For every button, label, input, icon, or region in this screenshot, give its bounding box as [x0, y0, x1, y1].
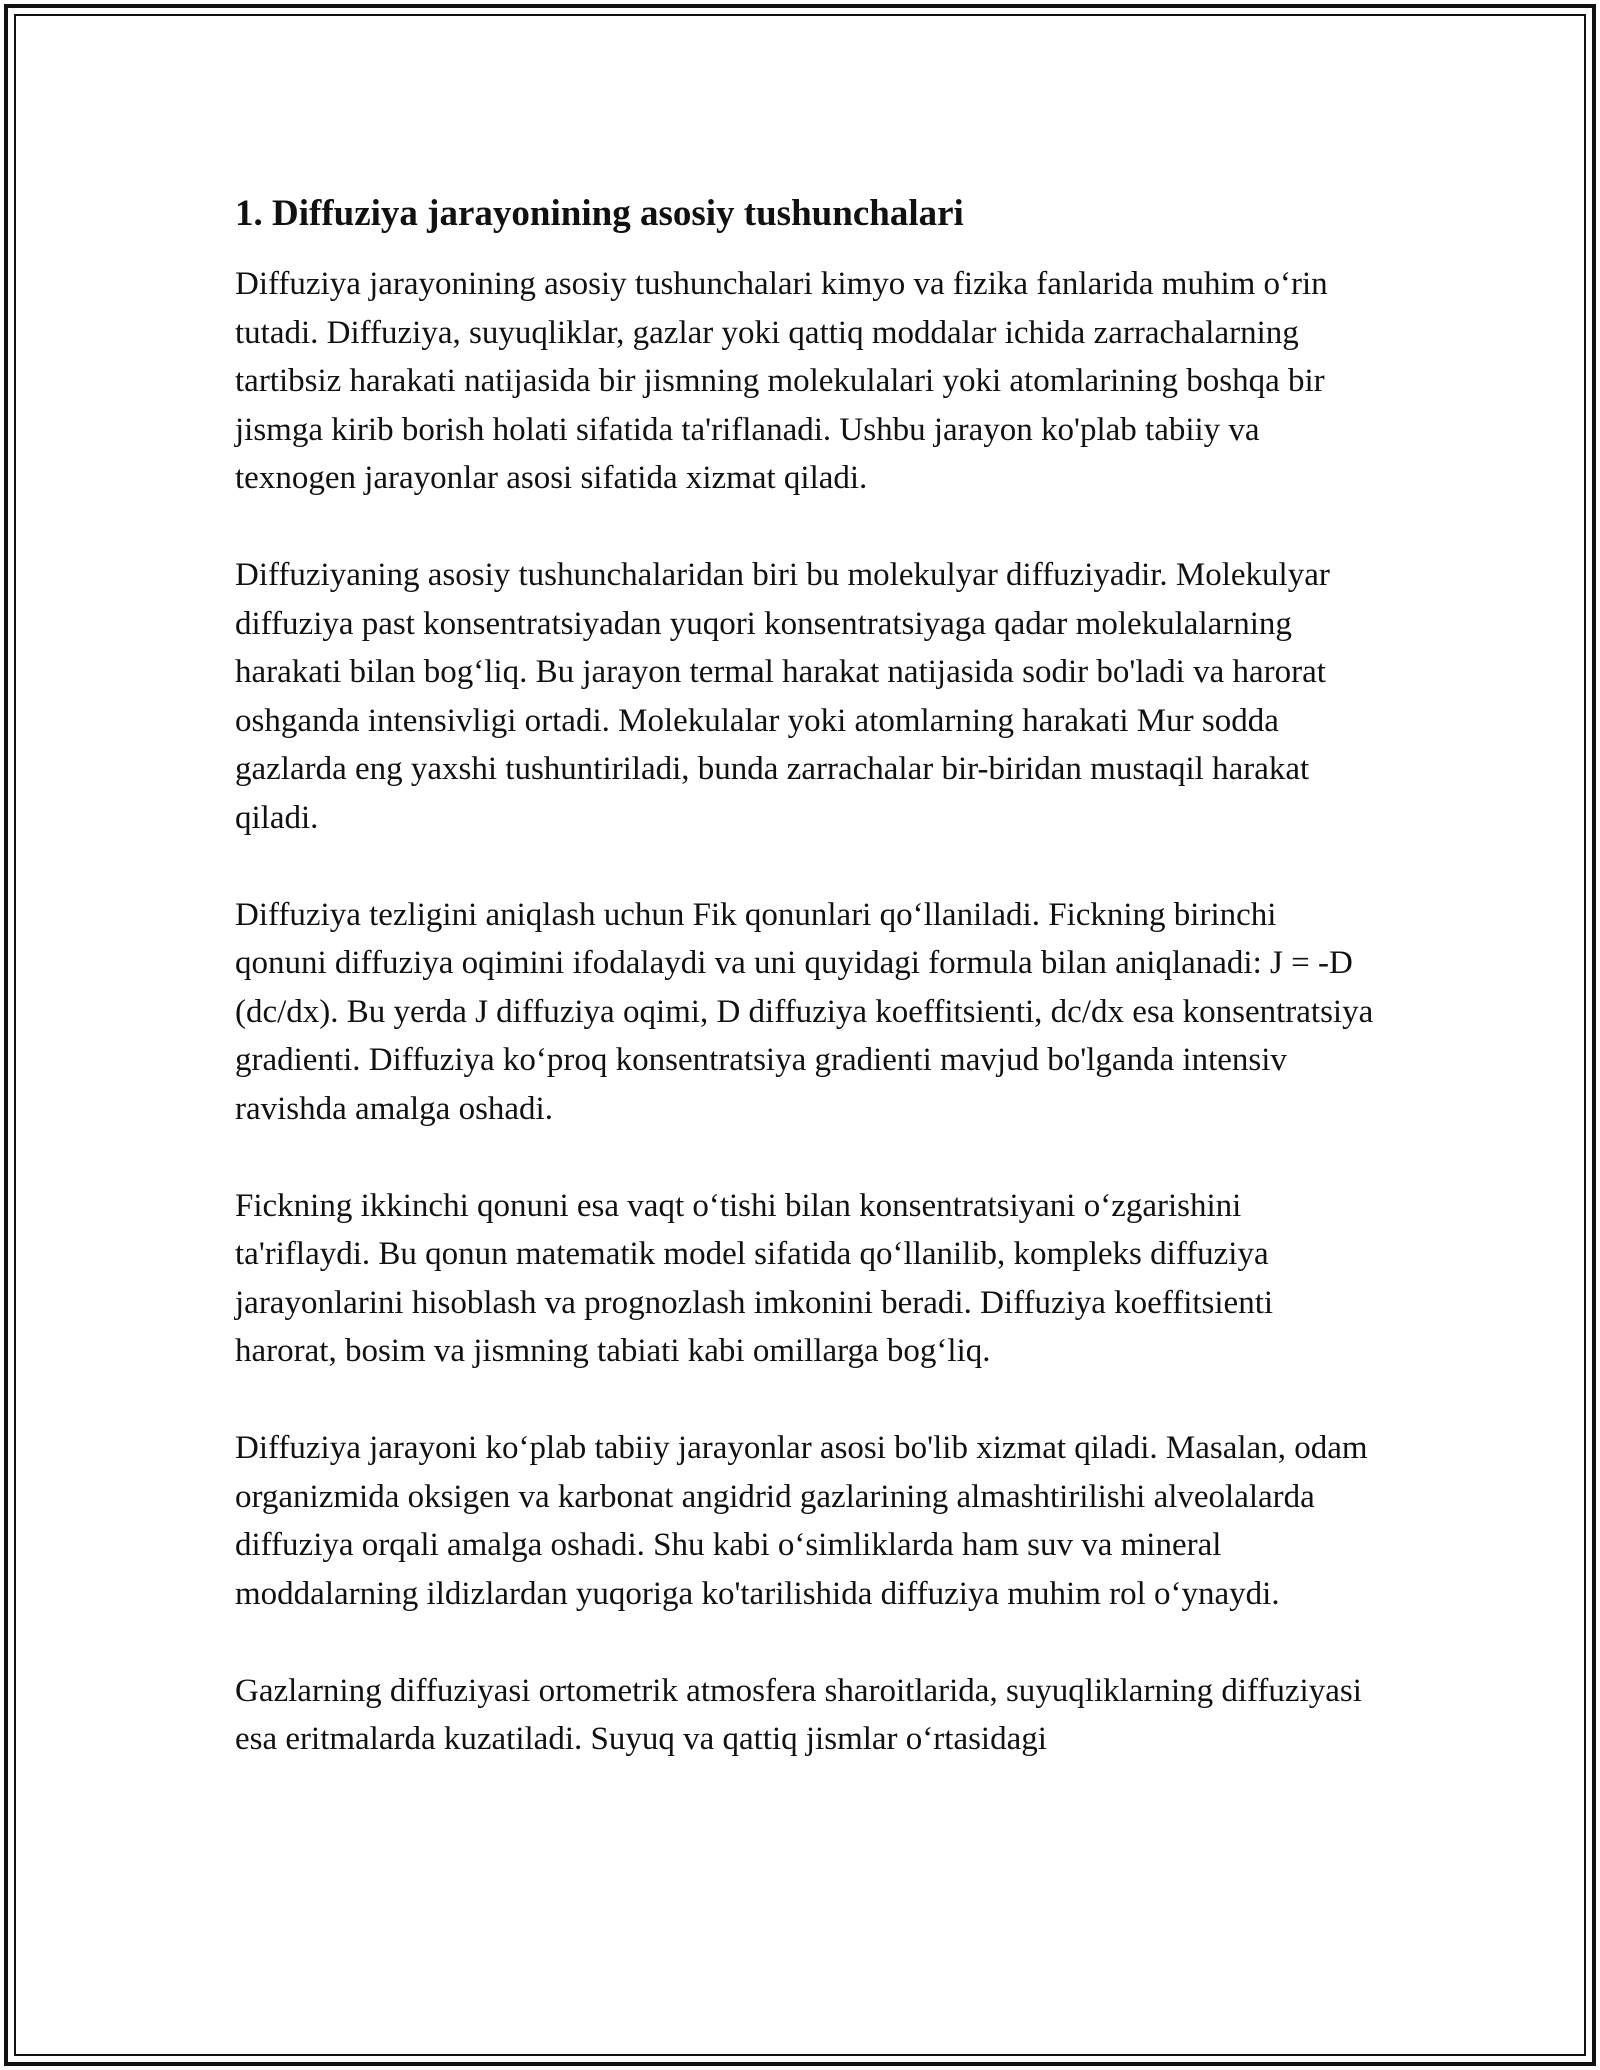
section-heading: 1. Diffuziya jarayonining asosiy tushunchalari	[235, 193, 964, 234]
paragraph: Diffuziya jarayonining asosiy tushunchalari kimyo va fizika fanlarida muhim o‘rin tutadi. Diffuziya, suyuqliklar, gazlar yoki qattiq moddalar ichida zarrachalarning tartibsiz harakati natijasida bir jismning molekulalari yoki atomlarining boshqa bir jismga kirib borish holati sifatida ta'riflanadi. Ushbu jarayon ko'plab tabiiy va texnogen jarayonlar asosi sifatida xizmat qiladi.	[235, 266, 1328, 496]
paragraph: Fickning ikkinchi qonuni esa vaqt o‘tishi bilan konsentratsiyani o‘zgarishini ta'riflaydi. Bu qonun matematik model sifatida qo‘llanilib, kompleks diffuziya jarayonlarini hisoblash va prognozlash imkonini beradi. Diffuziya koeffitsienti harorat, bosim va jismning tabiati kabi omillarga bog‘liq.	[235, 1187, 1274, 1369]
paragraph: Diffuziyaning asosiy tushunchalaridan biri bu molekulyar diffuziyadir. Molekulyar diffuziya past konsentratsiyadan yuqori konsentratsiyaga qadar molekulalarning harakati bilan bog‘liq. Bu jarayon termal harakat natijasida sodir bo'ladi va harorat oshganda intensivligi ortadi. Molekulalar yoki atomlarning harakati Mur sodda gazlarda eng yaxshi tushuntiriladi, bunda zarrachalar bir-biridan mustaqil harakat qiladi.	[235, 557, 1330, 836]
paragraph: Diffuziya jarayoni ko‘plab tabiiy jarayonlar asosi bo'lib xizmat qiladi. Masalan, odam organizmida oksigen va karbonat angidrid gazlarining almashtirilishi alveolalarda diffuziya orqali amalga oshadi. Shu kabi o‘simliklarda ham suv va mineral moddalarning ildizlardan yuqoriga ko'tarilishida diffuziya muhim rol o‘ynaydi.	[235, 1430, 1368, 1612]
paragraph: Gazlarning diffuziyasi ortometrik atmosfera sharoitlarida, suyuqliklarning diffuziyasi esa eritmalarda kuzatiladi. Suyuq va qattiq jismlar o‘rtasidagi	[235, 1672, 1362, 1757]
paragraph: Diffuziya tezligini aniqlash uchun Fik qonunlari qo‘llaniladi. Fickning birinchi qonuni diffuziya oqimini ifodalaydi va uni quyidagi formula bilan aniqlanadi: J = -D (dc/dx). Bu yerda J diffuziya oqimi, D diffuziya koeffitsienti, dc/dx esa konsentratsiya gradienti. Diffuziya ko‘proq konsentratsiya gradienti mavjud bo'lganda intensiv ravishda amalga oshadi.	[235, 896, 1374, 1127]
document-body	[235, 190, 1375, 1812]
